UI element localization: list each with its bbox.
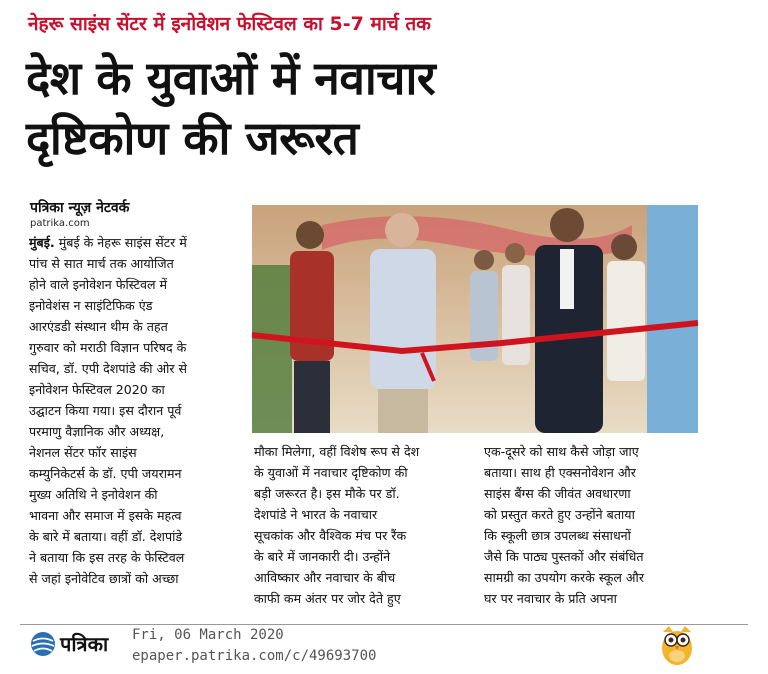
photo-illustration bbox=[252, 205, 698, 433]
article-line: को प्रस्तुत करते हुए उन्होंने बताया bbox=[484, 507, 635, 522]
article-line: इनोवेशंस न साइंटिफिक एंड bbox=[29, 298, 153, 313]
article-line: परमाणु वैज्ञानिक और अध्यक्ष, bbox=[29, 424, 165, 439]
article-line: के युवाओं में नवाचार दृष्टिकोण की bbox=[254, 465, 408, 480]
article-line: आरएंडडी संस्थान थीम के तहत bbox=[29, 319, 168, 334]
publication-date: Fri, 06 March 2020 bbox=[132, 627, 284, 643]
shirt-collar bbox=[560, 249, 574, 309]
article-line: काफी कम अंतर पर जोर देते हुए bbox=[254, 591, 401, 606]
article-line: कि स्कूली छात्र उपलब्ध संसाधनों bbox=[484, 528, 631, 543]
blue-panel bbox=[647, 205, 698, 433]
article-line: ने बताया कि इस तरह के फेस्टिवल bbox=[29, 550, 185, 565]
patrika-logo[interactable] bbox=[30, 630, 108, 657]
article-column-2 bbox=[254, 441, 475, 609]
article-line: नेशनल सेंटर फॉर साइंस bbox=[29, 445, 137, 460]
article-line-text: मुंबई के नेहरू साइंस सेंटर में bbox=[58, 235, 187, 250]
person-trousers bbox=[294, 361, 330, 433]
article-line: बताया। साथ ही एक्सनोवेशन और bbox=[484, 465, 636, 480]
article-line: के बारे में बताया। वहीं डॉ. देशपांडे bbox=[29, 529, 183, 544]
article-line: भावना और समाज में इसके महत्व bbox=[29, 508, 182, 523]
logo-text: पत्रिका bbox=[60, 632, 109, 656]
person-light-shirt bbox=[370, 249, 436, 389]
article-line: एक-दूसरे को साथ कैसे जोड़ा जाए bbox=[484, 444, 639, 459]
article-column-1 bbox=[29, 232, 243, 589]
person-trousers bbox=[378, 389, 428, 433]
article-line: कम्युनिकेटर्स के डॉ. एपी जयरामन bbox=[29, 466, 182, 481]
person-head bbox=[385, 213, 419, 247]
article-line: उद्घाटन किया गया। इस दौरान पूर्व bbox=[29, 403, 182, 418]
person-body bbox=[607, 261, 645, 381]
headline-line: देश के युवाओं में नवाचार bbox=[26, 51, 436, 105]
article-line bbox=[29, 232, 243, 253]
plants bbox=[252, 265, 292, 433]
epaper-link[interactable]: epaper.patrika.com/c/49693700 bbox=[132, 648, 377, 664]
owl-icon bbox=[660, 622, 694, 666]
ribbon-cutting-photo bbox=[252, 205, 698, 433]
kicker-headline: नेहरू साइंस सेंटर में इनोवेशन फेस्टिवल का 5-7 मार्च तक bbox=[28, 13, 431, 35]
main-headline bbox=[26, 48, 746, 168]
article-line: होने वाले इनोवेशन फेस्टिवल में bbox=[29, 277, 168, 292]
article-line: गुरुवार को मराठी विज्ञान परिषद के bbox=[29, 340, 187, 355]
person-head bbox=[550, 208, 584, 242]
byline: पत्रिका न्यूज़ नेटवर्क bbox=[30, 200, 130, 216]
article-line: से जहां इनोवेटिव छात्रों को अच्छा bbox=[29, 571, 179, 586]
article-line: सूचकांक और वैश्विक मंच पर रैंक bbox=[254, 528, 407, 543]
person-body bbox=[502, 265, 530, 365]
article-line: पांच से सात मार्च तक आयोजित bbox=[29, 256, 174, 271]
person-head bbox=[611, 234, 637, 260]
person-head bbox=[505, 243, 525, 263]
dateline: मुंबई. bbox=[29, 235, 55, 250]
article-line: मौका मिलेगा, वहीं विशेष रूप से देश bbox=[254, 444, 420, 459]
article-line: सामग्री का उपयोग करके स्कूल और bbox=[484, 570, 644, 585]
article-line: घर पर नवाचार के प्रति अपना bbox=[484, 591, 617, 606]
article-line: साइंस बैंग्स की जीवंत अवधारणा bbox=[484, 486, 631, 501]
article-line: मुख्य अतिथि ने इनोवेशन की bbox=[29, 487, 158, 502]
byline-site: patrika.com bbox=[30, 218, 90, 229]
article-line: बड़ी जरूरत है। इस मौके पर डॉ. bbox=[254, 486, 400, 501]
footer-divider bbox=[20, 624, 748, 625]
article-line: के बारे में जानकारी दी। उन्होंने bbox=[254, 549, 391, 564]
patrika-globe-icon bbox=[30, 631, 56, 657]
article-line: जैसे कि पाठ्य पुस्तकों और संबंधित bbox=[484, 549, 644, 564]
article-line: देशपांडे ने भारत के नवाचार bbox=[254, 507, 378, 522]
article-column-3 bbox=[484, 441, 696, 609]
person-head bbox=[474, 250, 494, 270]
article-line: इनोवेशन फेस्टिवल 2020 का bbox=[29, 382, 165, 397]
person-head bbox=[296, 221, 324, 249]
article-line: सचिव, डॉ. एपी देशपांडे की ओर से bbox=[29, 361, 188, 376]
headline-line: दृष्टिकोण की जरूरत bbox=[26, 111, 359, 165]
article-line: आविष्कार और नवाचार के बीच bbox=[254, 570, 396, 585]
